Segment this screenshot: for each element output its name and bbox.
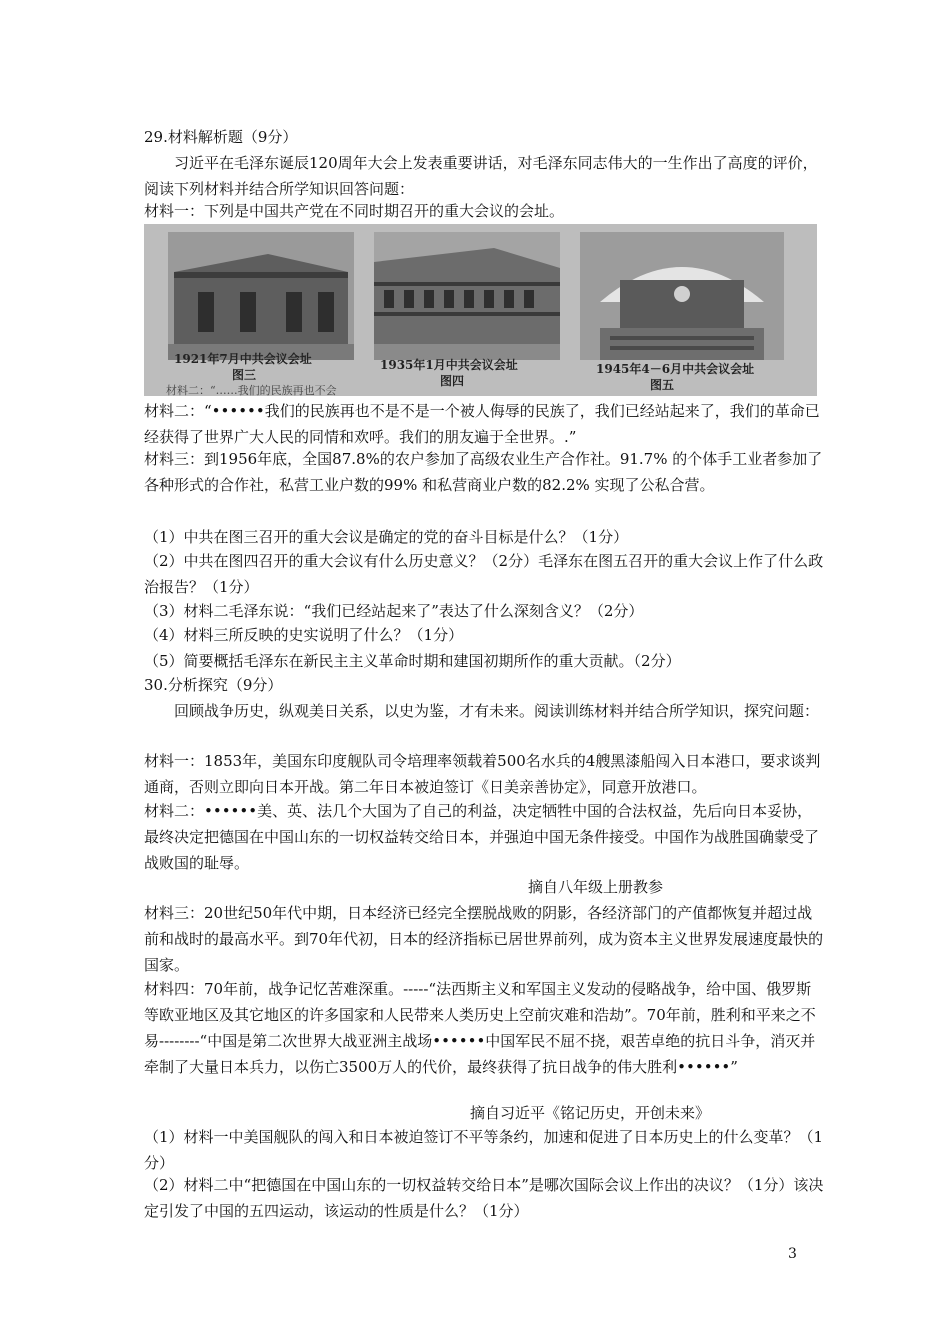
photo-caption-2: 1935年1月中共会议会址 <box>380 358 518 372</box>
q30-material-1: 材料一：1853年，美国东印度舰队司令培理率领载着500名水兵的4艘黑漆船闯入日本港口，要求谈判通商，否则立即向日本开战。第二年日本被迫签订《日美亲善协定》，同意开放港口。 <box>144 752 821 796</box>
q29-question-1: （1）中共在图三召开的重大会议是确定的党的奋斗目标是什么？（1分） <box>144 528 629 546</box>
q30-material-4-source: 摘自习近平《铭记历史，开创未来》 <box>470 1104 711 1122</box>
photo-1945-site <box>580 232 784 360</box>
photo-1935-site <box>374 232 560 360</box>
q30-title: 30.分析探究（9分） <box>144 676 283 694</box>
photo-fig-1: 图三 <box>232 368 257 382</box>
q30-question-2: （2）材料二中“把德国在中国山东的一切权益转交给日本”是哪次国际会议上作出的决议？（1分）该决定引发了中国的五四运动，该运动的性质是什么？（1分） <box>144 1176 824 1220</box>
q29-title: 29.材料解析题（9分） <box>144 128 298 146</box>
q30-material-2-source: 摘自八年级上册教参 <box>528 878 664 896</box>
meeting-sites-photo-strip <box>144 224 817 396</box>
q29-material-1: 材料一：下列是中国共产党在不同时期召开的重大会议的会址。 <box>144 202 565 220</box>
photo-fig-3: 图五 <box>650 378 675 392</box>
photo-caption-3: 1945年4－6月中共会议会址 <box>596 362 755 376</box>
q30-material-3: 材料三：20世纪50年代中期，日本经济已经完全摆脱战败的阴影，各经济部门的产值都恢复并超过战前和战时的最高水平。到70年代初，日本的经济指标已居世界前列，成为资本主义世界发展速度最快的国家。 <box>144 904 824 974</box>
q30-question-1: （1）材料一中美国舰队的闯入和日本被迫签订不平等条约，加速和促进了日本历史上的什么变革？（1分） <box>144 1128 824 1172</box>
q29-material-3: 材料三：到1956年底，全国87.8%的农户参加了高级农业生产合作社。91.7% 的个体手工业者参加了各种形式的合作社，私营工业户数的99% 和私营商业户数的82.2% 实现了公私合营。 <box>144 450 823 494</box>
q29-question-2: （2）中共在图四召开的重大会议有什么历史意义？（2分）毛泽东在图五召开的重大会议上作了什么政治报告？（1分） <box>144 552 824 596</box>
q29-intro: 习近平在毛泽东诞辰120周年大会上发表重要讲话，对毛泽东同志伟大的一生作出了高度的评价，阅读下列材料并结合所学知识回答问题： <box>144 154 818 198</box>
photo-caption-1: 1921年7月中共会议会址 <box>174 352 312 366</box>
photo-1921-site <box>168 232 354 360</box>
q30-intro: 回顾战争历史，纵观美日关系，以史为鉴，才有未来。阅读训练材料并结合所学知识，探究问题： <box>174 702 820 720</box>
q29-material-2: 材料二：“••••••我们的民族再也不是不是一个被人侮辱的民族了，我们已经站起来了，我们的革命已经获得了世界广大人民的同情和欢呼。我们的朋友遍于全世界。.” <box>144 402 820 446</box>
photo-strip-cut-text: 材料二：“……我们的民族再也不会 <box>166 384 337 396</box>
photo-fig-2: 图四 <box>440 374 465 388</box>
q30-material-2: 材料二：••••••美、英、法几个大国为了自己的利益，决定牺牲中国的合法权益，先后向日本妥协，最终决定把德国在中国山东的一切权益转交给日本，并强迫中国无条件接受。中国作为战胜国确蒙受了战败国的耻辱。 <box>144 802 820 872</box>
q29-question-5: （5）简要概括毛泽东在新民主主义革命时期和建国初期所作的重大贡献。（2分） <box>144 652 681 670</box>
page-number: 3 <box>788 1246 797 1262</box>
q29-question-3: （3）材料二毛泽东说：“我们已经站起来了”表达了什么深刻含义？（2分） <box>144 602 644 620</box>
q29-question-4: （4）材料三所反映的史实说明了什么？（1分） <box>144 626 464 644</box>
q30-material-4: 材料四：70年前，战争记忆苦难深重。-----“法西斯主义和军国主义发动的侵略战争，给中国、俄罗斯等欧亚地区及其它地区的许多国家和人民带来人类历史上空前灾难和浩劫”。70年前，胜利和平来之不易--------“中国是第二次世界大战亚洲主战场••••••中国军民不屈不挠，艰苦卓绝的抗日斗争，消灭并牵制了大量日本兵力，以伤亡3500万人的代价，最终获得了抗日战争的伟大胜利••••••” <box>144 980 816 1076</box>
